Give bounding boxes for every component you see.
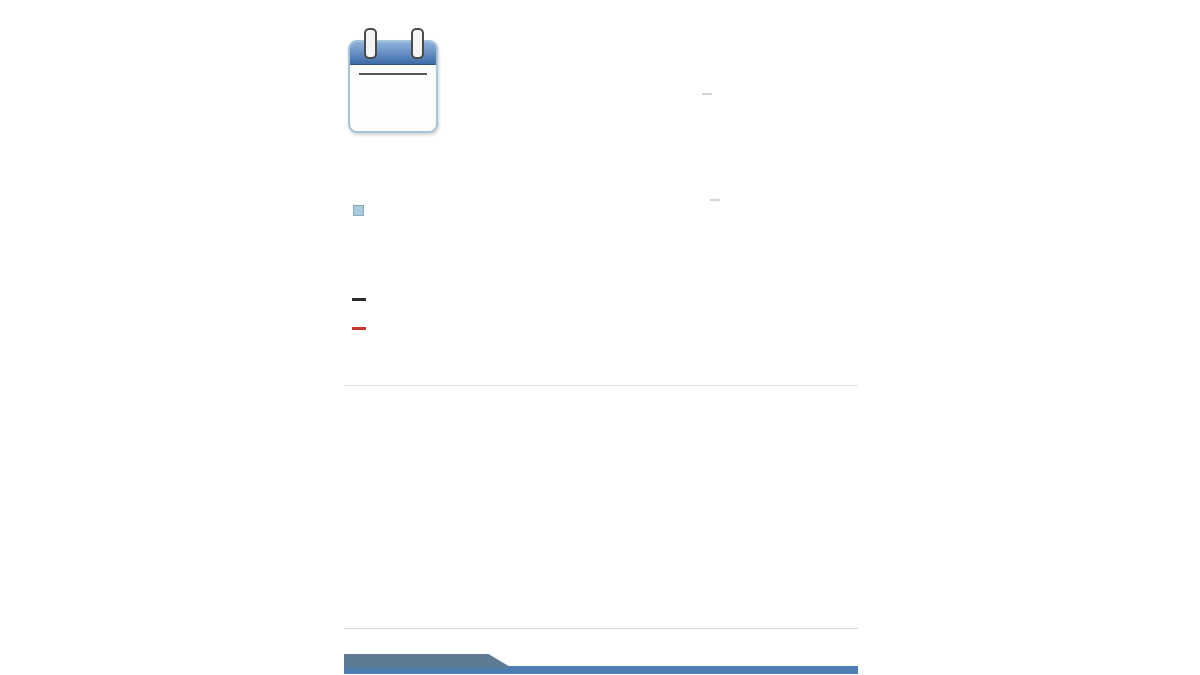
red-line-label-2017 <box>710 199 720 201</box>
calendar-pin-right <box>411 28 424 59</box>
dark-line-label-2017 <box>702 93 712 95</box>
bottom-chart-canvas <box>344 385 858 675</box>
brand-banner <box>344 654 512 668</box>
brand-text <box>344 654 512 655</box>
calendar-pin-left <box>364 28 377 59</box>
infographic <box>344 0 858 675</box>
